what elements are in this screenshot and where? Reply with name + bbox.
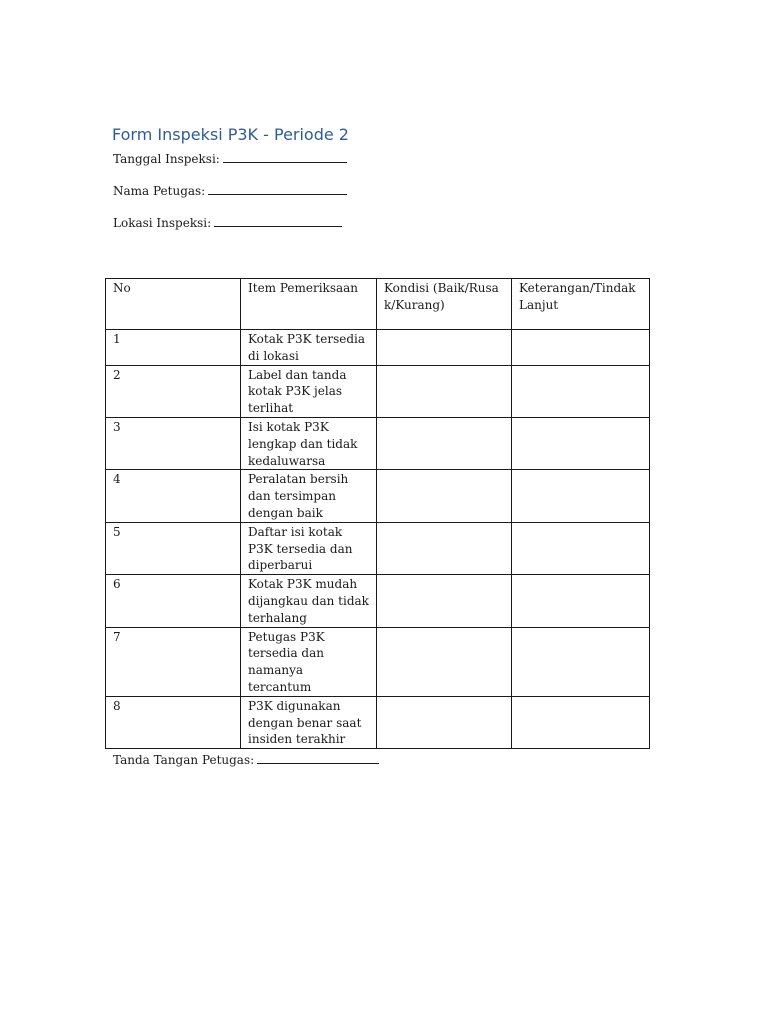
row-item: Petugas P3K tersedia dan namanya tercantum (241, 627, 377, 696)
nama-petugas-blank (208, 183, 347, 195)
row-no: 4 (106, 470, 241, 522)
row-keterangan (512, 575, 650, 627)
nama-petugas-field (113, 183, 347, 199)
header-kondisi: Kondisi (Baik/Rusak/Kurang) (377, 279, 512, 330)
table-row (106, 417, 650, 469)
table-row (106, 696, 650, 748)
row-item: Peralatan bersih dan tersimpan dengan baik (241, 470, 377, 522)
table-row (106, 330, 650, 366)
lokasi-inspeksi-field (113, 215, 342, 231)
tanggal-inspeksi-blank (223, 151, 347, 163)
row-no: 7 (106, 627, 241, 696)
row-keterangan (512, 417, 650, 469)
nama-petugas-label: Nama Petugas: (113, 184, 206, 198)
signature-field (113, 752, 379, 768)
row-item: Daftar isi kotak P3K tersedia dan diperbarui (241, 522, 377, 574)
row-kondisi (377, 417, 512, 469)
header-no: No (106, 279, 241, 330)
header-item: Item Pemeriksaan (241, 279, 377, 330)
signature-label: Tanda Tangan Petugas: (113, 753, 255, 767)
lokasi-inspeksi-label: Lokasi Inspeksi: (113, 216, 212, 230)
row-keterangan (512, 627, 650, 696)
row-kondisi (377, 696, 512, 748)
table-header-row (106, 279, 650, 330)
signature-blank (257, 752, 379, 764)
row-item: Kotak P3K mudah dijangkau dan tidak terhalang (241, 575, 377, 627)
row-keterangan (512, 470, 650, 522)
inspection-table (105, 278, 650, 749)
row-no: 5 (106, 522, 241, 574)
table-row (106, 627, 650, 696)
header-keterangan: Keterangan/Tindak Lanjut (512, 279, 650, 330)
row-kondisi (377, 522, 512, 574)
tanggal-inspeksi-field (113, 151, 347, 167)
row-no: 6 (106, 575, 241, 627)
row-item: Isi kotak P3K lengkap dan tidak kedaluwarsa (241, 417, 377, 469)
table-row (106, 522, 650, 574)
row-no: 1 (106, 330, 241, 366)
row-kondisi (377, 365, 512, 417)
row-keterangan (512, 365, 650, 417)
row-kondisi (377, 470, 512, 522)
table-row (106, 470, 650, 522)
row-no: 8 (106, 696, 241, 748)
tanggal-inspeksi-label: Tanggal Inspeksi: (113, 152, 220, 166)
row-kondisi (377, 330, 512, 366)
row-item: Kotak P3K tersedia di lokasi (241, 330, 377, 366)
row-item: Label dan tanda kotak P3K jelas terlihat (241, 365, 377, 417)
row-item: P3K digunakan dengan benar saat insiden terakhir (241, 696, 377, 748)
row-keterangan (512, 330, 650, 366)
row-keterangan (512, 522, 650, 574)
lokasi-inspeksi-blank (214, 215, 342, 227)
row-kondisi (377, 627, 512, 696)
row-no: 2 (106, 365, 241, 417)
row-keterangan (512, 696, 650, 748)
page-title: Form Inspeksi P3K - Periode 2 (112, 125, 349, 144)
row-no: 3 (106, 417, 241, 469)
table-row (106, 365, 650, 417)
row-kondisi (377, 575, 512, 627)
table-row (106, 575, 650, 627)
